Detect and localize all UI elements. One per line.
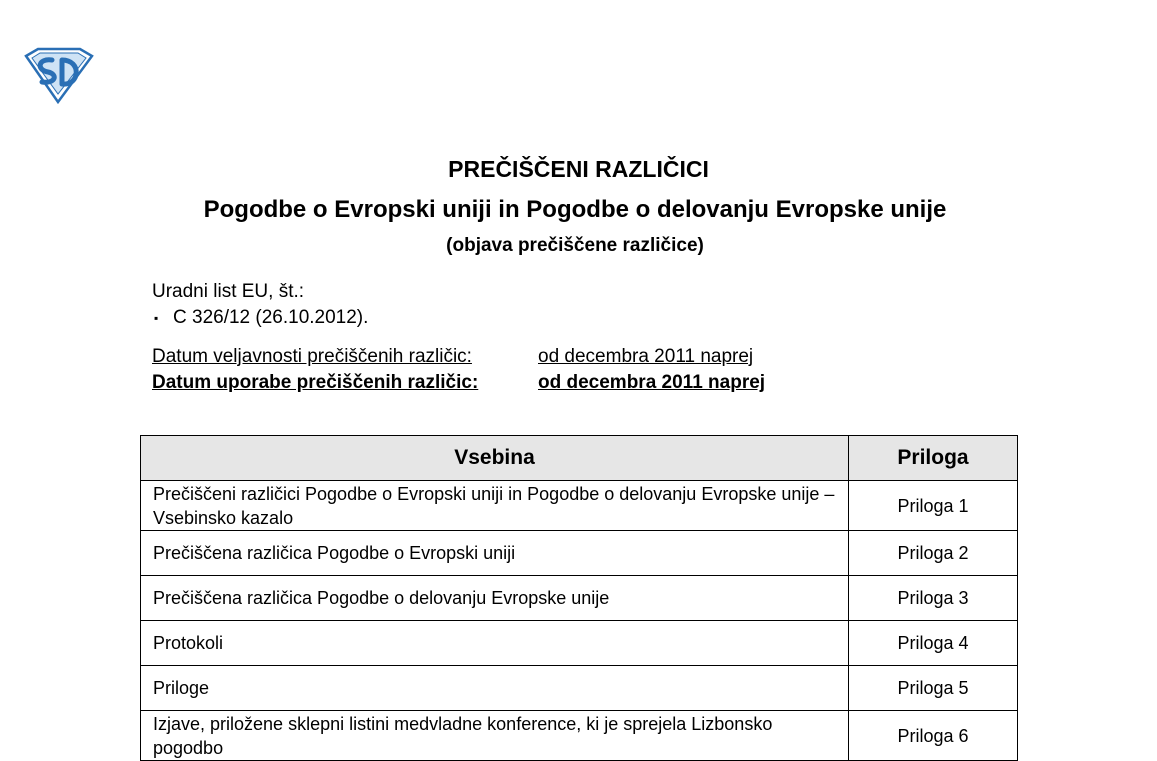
- document-title: PREČIŠČENI RAZLIČICI: [448, 156, 709, 182]
- row-content: Prečiščena različica Pogodbe o delovanju Evropske unije: [141, 576, 849, 621]
- row-content: Protokoli: [141, 621, 849, 666]
- use-date-value: od decembra 2011 naprej: [538, 372, 766, 393]
- row-content: Prečiščena različica Pogodbe o Evropski uniji: [141, 531, 849, 576]
- table-header-row: [141, 436, 1018, 481]
- row-content: Izjave, priložene sklepni listini medvladne konference, ki je sprejela Lizbonsko pogodbo: [141, 711, 849, 761]
- row-annex: Priloga 2: [849, 531, 1018, 576]
- row-content: Prečiščeni različici Pogodbe o Evropski uniji in Pogodbe o delovanju Evropske unije – Vsebinsko kazalo: [141, 481, 849, 531]
- document-subtitle: Pogodbe o Evropski uniji in Pogodbe o delovanju Evropske unije: [203, 196, 947, 223]
- validity-date-label: Datum veljavnosti prečiščenih različic:: [152, 346, 472, 367]
- contents-table: [140, 435, 1018, 761]
- table-row: [141, 481, 1018, 531]
- table-row: [141, 711, 1018, 761]
- row-annex: Priloga 6: [849, 711, 1018, 761]
- use-date-label: Datum uporabe prečiščenih različic:: [152, 372, 479, 393]
- row-annex: Priloga 5: [849, 666, 1018, 711]
- row-annex: Priloga 3: [849, 576, 1018, 621]
- row-content: Priloge: [141, 666, 849, 711]
- official-journal-item: C 326/12 (26.10.2012).: [173, 307, 369, 328]
- row-annex: Priloga 1: [849, 481, 1018, 531]
- column-header-annex: Priloga: [849, 436, 1018, 481]
- validity-date-value: od decembra 2011 naprej: [538, 346, 754, 367]
- table-row: [141, 576, 1018, 621]
- table-row: [141, 666, 1018, 711]
- document-note: (objava prečiščene različice): [446, 235, 704, 256]
- table-row: [141, 531, 1018, 576]
- official-journal-label: Uradni list EU, št.:: [152, 281, 305, 302]
- row-annex: Priloga 4: [849, 621, 1018, 666]
- sd-logo-icon: [22, 46, 96, 104]
- bullet-icon: ▪: [154, 311, 159, 325]
- table-row: [141, 621, 1018, 666]
- column-header-content: Vsebina: [141, 436, 849, 481]
